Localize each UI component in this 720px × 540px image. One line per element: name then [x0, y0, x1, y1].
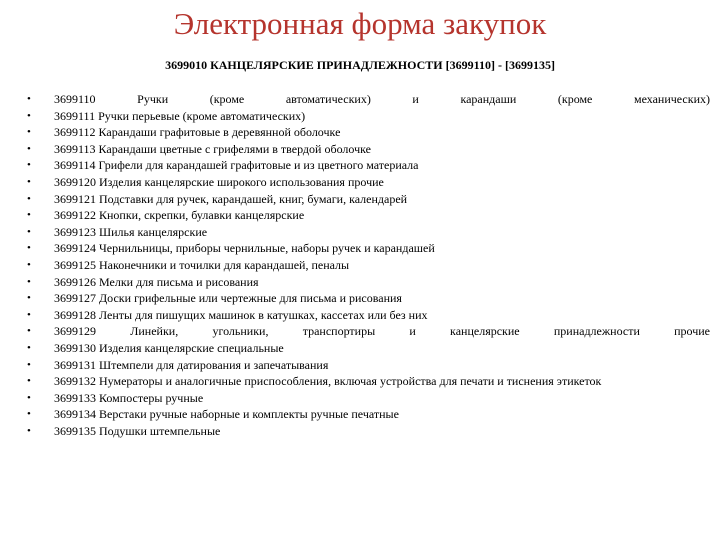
- list-item: [27, 224, 710, 241]
- bullet-icon: •: [27, 275, 31, 288]
- list-item-text: 3699123 Шилья канцелярские: [54, 224, 208, 239]
- list-item-text: 3699122 Кнопки, скрепки, булавки канцелярские: [54, 208, 305, 223]
- list-item-text: 3699113 Карандаши цветные с грифелями в твердой оболочке: [54, 141, 371, 156]
- list-item: [27, 390, 710, 407]
- list-item-text: 3699126 Мелки для письма и рисования: [54, 274, 259, 289]
- list-item-text: 3699111 Ручки перьевые (кроме автоматических): [54, 108, 306, 123]
- list-item: [27, 141, 710, 158]
- list-item: [27, 307, 710, 324]
- bullet-icon: •: [27, 391, 31, 404]
- bullet-icon: •: [27, 358, 31, 371]
- list-item: [27, 91, 710, 108]
- list-item: [27, 323, 710, 340]
- list-item-text: 3699133 Компостеры ручные: [54, 390, 204, 405]
- list-item: [27, 124, 710, 141]
- list-item: [27, 108, 710, 125]
- list-item: [27, 174, 710, 191]
- list-item-text: 3699130 Изделия канцелярские специальные: [54, 340, 284, 355]
- list-item: [27, 423, 710, 440]
- bullet-icon: •: [27, 93, 31, 105]
- bullet-icon: •: [27, 408, 31, 421]
- list-item-text: 3699135 Подушки штемпельные: [54, 423, 221, 438]
- list-item-text: 3699112 Карандаши графитовые в деревянной оболочке: [54, 125, 341, 140]
- list-item-text: 3699132 Нумераторы и аналогичные приспособления, включая устройства для печати и тиснения этикеток: [54, 374, 602, 389]
- item-list: [27, 91, 710, 439]
- bullet-icon: •: [27, 242, 31, 255]
- bullet-icon: •: [27, 159, 31, 172]
- bullet-icon: •: [27, 225, 31, 238]
- list-item: [27, 290, 710, 307]
- list-item: [27, 240, 710, 257]
- list-item: [27, 191, 710, 208]
- bullet-icon: •: [27, 109, 31, 122]
- list-item-text: 3699124 Чернильницы, приборы чернильные, наборы ручек и карандашей: [54, 241, 435, 256]
- bullet-icon: •: [27, 192, 31, 205]
- list-item: [27, 340, 710, 357]
- list-item-text: 3699127 Доски грифельные или чертежные для письма и рисования: [54, 291, 402, 306]
- bullet-icon: •: [27, 126, 31, 139]
- bullet-icon: •: [27, 308, 31, 321]
- list-item-text: 3699125 Наконечники и точилки для карандашей, пеналы: [54, 257, 350, 272]
- list-item-text: 3699134 Верстаки ручные наборные и комплекты ручные печатные: [54, 407, 399, 422]
- list-item-text: 3699114 Грифели для карандашей графитовые и из цветного материала: [54, 158, 419, 173]
- slide-subtitle: 3699010 КАНЦЕЛЯРСКИЕ ПРИНАДЛЕЖНОСТИ [3699110] - [3699135]: [165, 58, 555, 72]
- list-item: [27, 357, 710, 374]
- bullet-icon: •: [27, 258, 31, 271]
- bullet-icon: •: [27, 292, 31, 305]
- list-item: [27, 373, 710, 390]
- bullet-icon: •: [27, 424, 31, 437]
- bullet-icon: •: [27, 325, 31, 338]
- list-item: [27, 406, 710, 423]
- list-item-text: 3699128 Ленты для пишущих машинок в катушках, кассетах или без них: [54, 307, 428, 322]
- list-item-text: 3699131 Штемпели для датирования и запечатывания: [54, 357, 329, 372]
- bullet-icon: •: [27, 175, 31, 188]
- bullet-icon: •: [27, 142, 31, 155]
- list-item: [27, 274, 710, 291]
- list-item-text: 3699121 Подставки для ручек, карандашей, книг, бумаги, календарей: [54, 191, 408, 206]
- list-item-text: 3699129 Линейки, угольники, транспортиры и канцелярские принадлежности прочие: [54, 324, 710, 339]
- list-item: [27, 257, 710, 274]
- slide-title: Электронная форма закупок: [173, 6, 547, 41]
- list-item: [27, 207, 710, 224]
- bullet-icon: •: [27, 209, 31, 222]
- list-item: [27, 157, 710, 174]
- bullet-icon: •: [27, 375, 31, 388]
- list-item-text: 3699110 Ручки (кроме автоматических) и карандаши (кроме механических): [54, 92, 710, 106]
- list-item-text: 3699120 Изделия канцелярские широкого использования прочие: [54, 174, 384, 189]
- bullet-icon: •: [27, 341, 31, 354]
